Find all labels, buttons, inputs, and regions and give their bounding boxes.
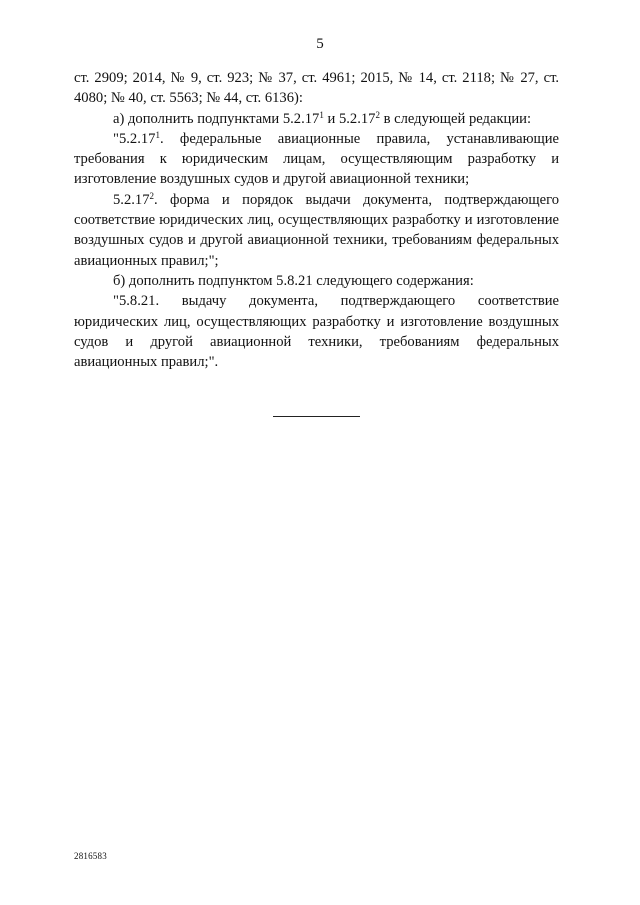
superscript: 2 bbox=[149, 190, 154, 201]
superscript: 1 bbox=[319, 109, 324, 120]
separator-line bbox=[273, 416, 360, 417]
page-number: 5 bbox=[316, 36, 324, 52]
superscript: 2 bbox=[375, 109, 380, 120]
document-body bbox=[74, 68, 559, 372]
paragraph-item-5-8-21: "5.8.21. выдачу документа, подтверждающего соответствие юридических лиц, осуществляющих разработку и изготовление воздушных судов и другой авиационной техники, требованиям федеральных авиационных правил;". bbox=[74, 293, 559, 371]
paragraph-law-references: ст. 2909; 2014, № 9, ст. 923; № 37, ст. 4961; 2015, № 14, ст. 2118; № 27, ст. 4080; № 40, ст. 5563; № 44, ст. 6136): bbox=[74, 70, 559, 107]
paragraph-item-5-2-17-1: "5.2.17$^1$. федеральные авиационные правила, устанавливающие требования к юридическим лицам, осуществляющим разработку и изготовление воздушных судов и другой авиационной техники; bbox=[74, 129, 559, 188]
superscript: 1 bbox=[155, 129, 160, 140]
paragraph-subitem-a: а) дополнить подпунктами 5.2.17$^1$ и 5.2.17$^2$ в следующей редакции: bbox=[113, 109, 532, 127]
paragraph-subitem-b: б) дополнить подпунктом 5.8.21 следующего содержания: bbox=[113, 272, 474, 289]
paragraph-item-5-2-17-2: 5.2.17$^2$. форма и порядок выдачи документа, подтверждающего соответствие юридических лиц, осуществляющих разработку и изготовление воздушных судов и другой авиационной техники, требованиям федеральных авиационных правил;"; bbox=[74, 190, 559, 269]
document-id: 2816583 bbox=[74, 851, 107, 861]
